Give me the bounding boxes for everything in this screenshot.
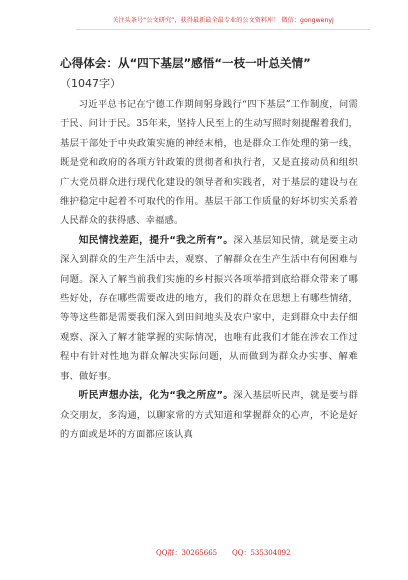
paragraph [60, 386, 358, 444]
paragraph [60, 231, 358, 386]
footer-qq-group: QQ群：30265665 [156, 549, 218, 557]
paragraph-heading: 听民声想办法，化为“我之所应”。 [78, 390, 234, 402]
paragraph-text: 深入基层听民声，就是要与群众交朋友，多沟通，以聊家常的方式知道和掌握群众的心声，不论是好的方面或是坏的方面都应该认真 [60, 390, 358, 440]
header-banner: 关注头条号“公文研究”，获得最新最全最专业的公文资料库！ 微信：gongwenyj [76, 15, 370, 30]
word-count: （1047字） [60, 77, 121, 90]
paragraph-heading: 知民情找差距，提升“我之所有”。 [78, 234, 234, 246]
paragraph-text: 深入基层知民情，就是要主动深入到群众的生产生活中去，观察、了解群众在生产生活中有何困难与问题。深入了解当前我们实施的乡村振兴各项举措到底给群众带来了哪些好处，存在哪些需要改进的地方，我们的群众在思想上有哪些情绪，等等这些都是需要我们深入到田间地头及农户家中，走到群众中去仔细观察、深入了解才能掌握的实际情况，也唯有此我们才能在涉农工作过程中有针对性地为群众解决实际问题，从而做到为群众办实事、解难事、做好事。 [60, 234, 358, 382]
article-body [60, 95, 358, 444]
paragraph-text: 习近平总书记在宁德工作期间躬身践行“四下基层”工作制度，问需于民、问计于民。35年来，坚持人民至上的生动写照时刻提醒着我们，基层干部处于中央政策实施的神经末梢，也是群众工作处理的第一线，既是党和政府的各项方针政策的贯彻者和执行者，又是直接动员和组织广大党员群众进行现代化建设的领导者和实践者，对于基层的建设与在维护稳定中起着不可取代的作用。基层干部工作质量的好坏切实关系着人民群众的获得感、幸福感。 [60, 99, 358, 227]
page-title: 心得体会：从“四下基层”感悟“一枝一叶总关情” [60, 56, 311, 70]
paragraph [60, 95, 358, 231]
footer-qq: QQ：535304092 [232, 549, 291, 557]
